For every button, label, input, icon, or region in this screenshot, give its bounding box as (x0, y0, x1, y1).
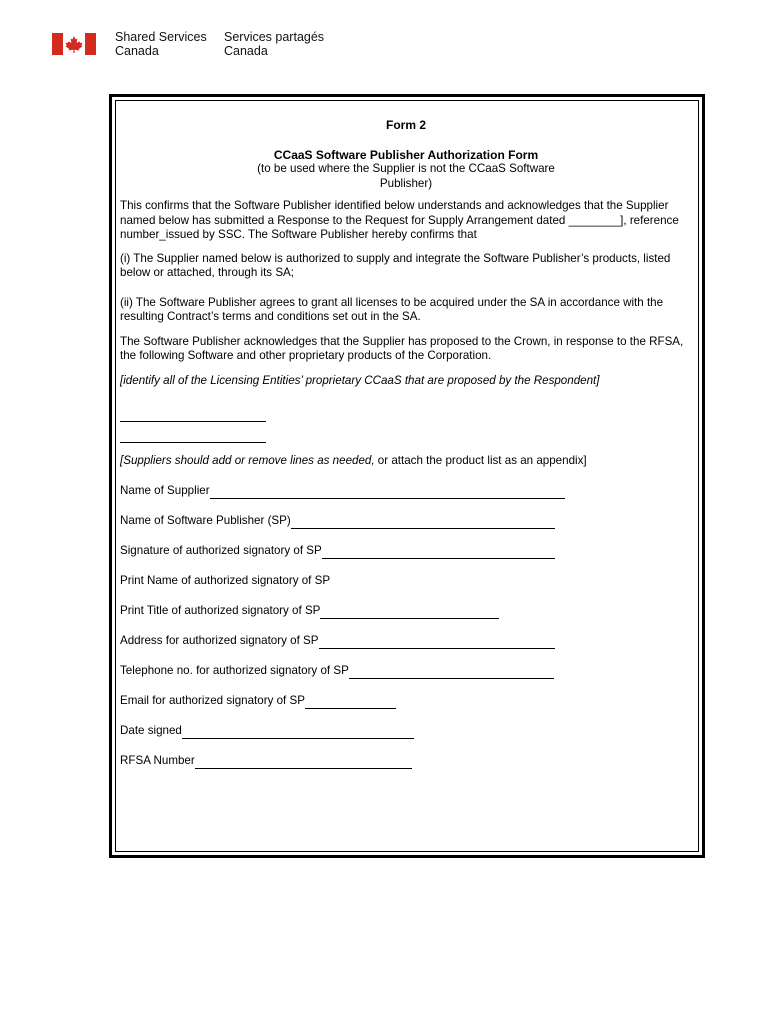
intro-paragraph: This confirms that the Software Publisher identified below understands and acknowledges that the Supplier named below has submitted a Response to the Request for Supply Arrangement dated ________], reference number_issued by SSC. The Software Publisher hereby confirms that (120, 199, 679, 241)
field-print-title (120, 604, 692, 619)
product-line-1[interactable] (120, 409, 266, 422)
field-input-line[interactable] (319, 636, 555, 649)
field-input-line[interactable] (195, 756, 412, 769)
field-telephone (120, 664, 692, 679)
field-input-line[interactable] (210, 486, 565, 499)
org-name-french: Services partagés Canada (224, 30, 325, 58)
field-rfsa-number (120, 754, 692, 769)
suppliers-note (120, 454, 692, 469)
field-input-line[interactable] (182, 726, 414, 739)
suppliers-note-italic: [Suppliers should add or remove lines as needed, (120, 454, 375, 467)
field-label: Print Title of authorized signatory of SP (120, 604, 321, 617)
canada-flag-icon (52, 33, 96, 55)
field-label: Signature of authorized signatory of SP (120, 544, 322, 557)
field-date-signed (120, 724, 692, 739)
field-label: Address for authorized signatory of SP (120, 634, 319, 647)
field-email (120, 694, 692, 709)
field-signature (120, 544, 692, 559)
org-name-english: Shared Services Canada (115, 30, 207, 58)
field-label: Telephone no. for authorized signatory of SP (120, 664, 349, 677)
form-subtitle-line2: Publisher) (379, 176, 433, 190)
clause-ii: (ii) The Software Publisher agrees to grant all licenses to be acquired under the SA in accordance with the resulting Contract’s terms and conditions set out in the SA. (120, 295, 664, 323)
field-label: Email for authorized signatory of SP (120, 694, 305, 707)
field-input-line[interactable] (305, 696, 396, 709)
field-input-line[interactable] (322, 546, 555, 559)
field-label: Print Name of authorized signatory of SP (120, 574, 331, 587)
form-subtitle-line1: (to be used where the Supplier is not the CCaaS Software (257, 162, 555, 175)
field-input-line[interactable] (320, 606, 499, 619)
suppliers-note-rest: or attach the product list as an appendix] (374, 454, 587, 467)
form-number: Form 2 (385, 118, 426, 132)
clause-i: (i) The Supplier named below is authorized to supply and integrate the Software Publisher’s products, listed below or attached, through its SA; (120, 251, 671, 279)
acknowledge-paragraph: The Software Publisher acknowledges that the Supplier has proposed to the Crown, in response to the RFSA, the following Software and other proprietary products of the Corporation. (120, 334, 684, 362)
field-label: Name of Software Publisher (SP) (120, 514, 291, 527)
field-label: Date signed (120, 724, 182, 737)
form-content (120, 118, 692, 769)
product-line-2[interactable] (120, 430, 266, 443)
signature-fields (120, 484, 692, 769)
field-input-line[interactable] (349, 666, 554, 679)
field-name-of-supplier (120, 484, 692, 499)
identify-instruction: [identify all of the Licensing Entities’ proprietary CCaaS that are proposed by the Respondent] (120, 373, 600, 387)
field-input-line[interactable] (291, 516, 555, 529)
field-label: RFSA Number (120, 754, 195, 767)
field-software-publisher (120, 514, 692, 529)
field-label: Name of Supplier (120, 484, 210, 497)
form-title: CCaaS Software Publisher Authorization Form (273, 147, 539, 162)
field-print-name (120, 574, 692, 589)
field-address (120, 634, 692, 649)
